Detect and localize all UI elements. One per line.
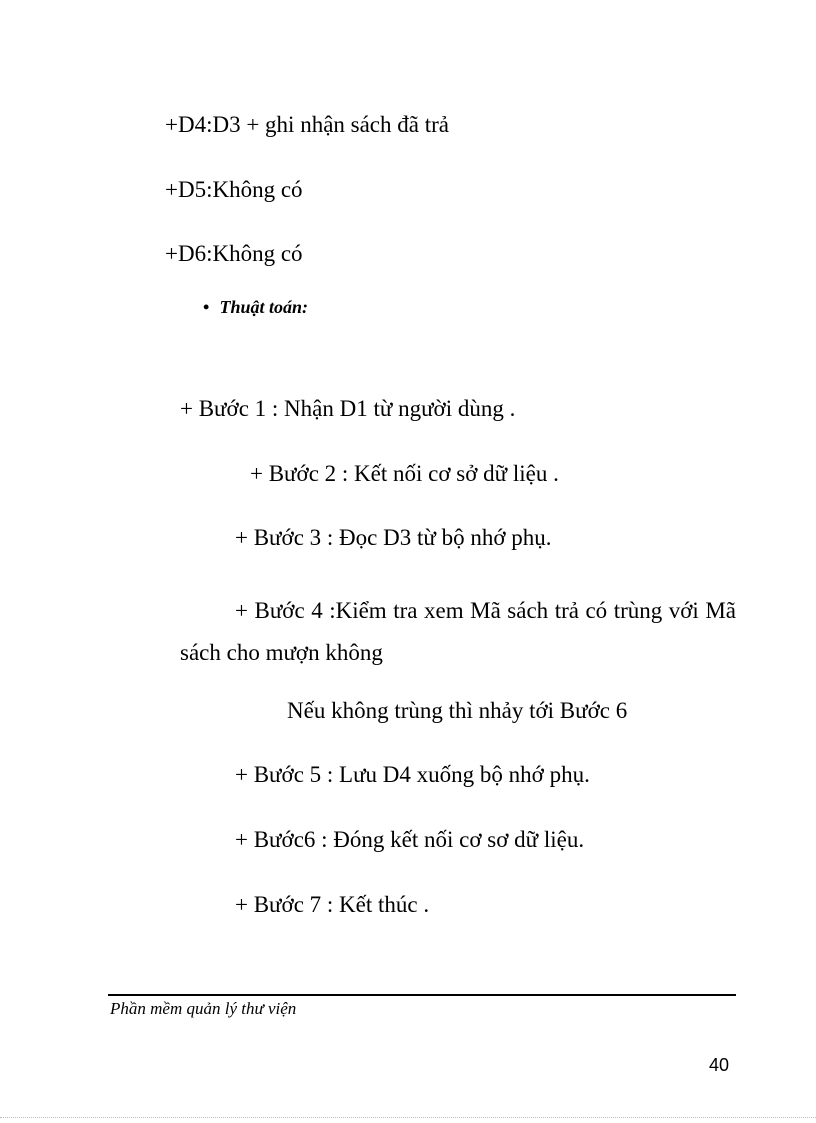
footer-divider <box>108 994 736 996</box>
algorithm-heading <box>203 296 308 318</box>
output-d4-line: +D4:D3 + ghi nhận sách đã trả <box>165 112 449 137</box>
step-4-note-line: Nếu không trùng thì nhảy tới Bước 6 <box>287 698 628 723</box>
output-d6-line: +D6:Không có <box>165 241 303 266</box>
step-1-line: + Bước 1 : Nhận D1 từ người dùng . <box>180 396 516 421</box>
step-3-line: + Bước 3 : Đọc D3 từ bộ nhớ phụ. <box>235 525 552 550</box>
step-5-line: + Bước 5 : Lưu D4 xuống bộ nhớ phụ. <box>235 762 590 787</box>
step-7-line: + Bước 7 : Kết thúc . <box>235 892 430 917</box>
page-number: 40 <box>709 1055 730 1075</box>
step-2-line: + Bước 2 : Kết nối cơ sở dữ liệu . <box>250 461 559 486</box>
algorithm-heading-text: Thuật toán: <box>219 297 309 317</box>
step-6-line: + Bước6 : Đóng kết nối cơ sơ dữ liệu. <box>235 827 585 852</box>
bullet-icon: • <box>203 297 210 317</box>
page-bottom-edge <box>0 1117 816 1118</box>
footer-title: Phần mềm quản lý thư viện <box>110 999 297 1018</box>
output-d5-line: +D5:Không có <box>165 177 303 202</box>
step-4-paragraph: + Bước 4 :Kiểm tra xem Mã sách trả có trùng với Mã sách cho mượn không <box>180 598 736 665</box>
